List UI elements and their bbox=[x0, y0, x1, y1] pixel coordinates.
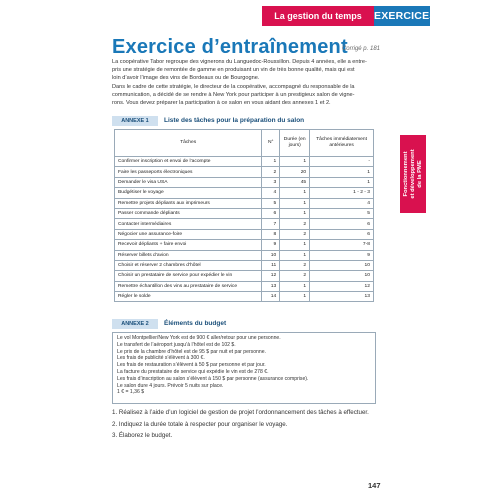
task-cell: Choisir et réserver 2 chambres d’hôtel bbox=[115, 260, 262, 270]
predecessor-cell: 1 bbox=[310, 177, 374, 187]
task-cell: Confirmer inscription et envoi de l’acompte bbox=[115, 157, 262, 167]
duration-cell: 20 bbox=[280, 167, 310, 177]
predecessor-cell: 6 bbox=[310, 229, 374, 239]
duration-cell: 2 bbox=[280, 219, 310, 229]
number-cell: 11 bbox=[262, 260, 280, 270]
predecessor-cell: 5 bbox=[310, 208, 374, 218]
annex2-tag: ANNEXE 2 bbox=[112, 319, 158, 329]
task-cell: Passer commande dépliants bbox=[115, 208, 262, 218]
budget-line: Le transfert de l’aéroport jusqu’à l’hôtel est de 102 $. bbox=[117, 341, 236, 348]
table-row bbox=[115, 208, 374, 218]
predecessor-cell: 1 bbox=[310, 167, 374, 177]
number-cell: 1 bbox=[262, 157, 280, 167]
side-tab-label bbox=[403, 149, 423, 198]
table-row bbox=[115, 292, 374, 302]
duration-cell: 1 bbox=[280, 281, 310, 291]
predecessor-cell: - bbox=[310, 157, 374, 167]
side-tab-line: Fonctionnement bbox=[402, 151, 409, 197]
page-number: 147 bbox=[368, 481, 381, 490]
column-header: Tâches bbox=[115, 130, 262, 157]
task-cell: Budgétiser le voyage bbox=[115, 188, 262, 198]
number-cell: 14 bbox=[262, 292, 280, 302]
intro-line: Dans le cadre de cette stratégie, le directeur de la coopérative, accompagné du responsable de la bbox=[112, 83, 355, 90]
number-cell: 7 bbox=[262, 219, 280, 229]
predecessor-cell: 6 bbox=[310, 219, 374, 229]
table-row bbox=[115, 198, 374, 208]
table-row bbox=[115, 281, 374, 291]
table-row bbox=[115, 260, 374, 270]
number-cell: 5 bbox=[262, 198, 280, 208]
task-cell: Choisir un prestataire de service pour expédier le vin bbox=[115, 271, 262, 281]
duration-cell: 1 bbox=[280, 292, 310, 302]
section-label: La gestion du temps bbox=[262, 6, 374, 26]
chapter-side-tab bbox=[400, 135, 426, 213]
duration-cell: 45 bbox=[280, 177, 310, 187]
predecessor-cell: 10 bbox=[310, 260, 374, 270]
intro-line: La coopérative Tabor regroupe des vignerons du Languedoc-Roussillon. Depuis 4 années, elle a entre- bbox=[112, 59, 367, 65]
column-header: Durée (en jours) bbox=[280, 130, 310, 157]
predecessor-cell: 9 bbox=[310, 250, 374, 260]
duration-cell: 1 bbox=[280, 157, 310, 167]
task-cell: Régler le solde bbox=[115, 292, 262, 302]
predecessor-cell: 12 bbox=[310, 281, 374, 291]
number-cell: 8 bbox=[262, 229, 280, 239]
table-header-row bbox=[115, 130, 374, 157]
annex1-tag: ANNEXE 1 bbox=[112, 116, 158, 126]
column-header: N° bbox=[262, 130, 280, 157]
budget-line: Les frais d’inscription au salon s’élèvent à 150 $ par personne (assurance comprise). bbox=[117, 375, 309, 382]
table-row bbox=[115, 219, 374, 229]
number-cell: 3 bbox=[262, 177, 280, 187]
number-cell: 4 bbox=[262, 188, 280, 198]
tasks-table bbox=[114, 129, 374, 302]
predecessor-cell: 10 bbox=[310, 271, 374, 281]
table-row bbox=[115, 229, 374, 239]
exercices-badge: EXERCICES bbox=[374, 6, 430, 26]
number-cell: 12 bbox=[262, 271, 280, 281]
question-item: 1. Réalisez à l’aide d’un logiciel de gestion de projet l’ordonnancement des tâches à effectuer. bbox=[112, 409, 369, 416]
side-tab-line: et développement bbox=[409, 149, 416, 199]
number-cell: 10 bbox=[262, 250, 280, 260]
budget-line: Les frais de publicité s’élèvent à 300 €. bbox=[117, 355, 205, 362]
number-cell: 6 bbox=[262, 208, 280, 218]
duration-cell: 1 bbox=[280, 250, 310, 260]
intro-line: rons. Vous devez préparer la participation à ce salon en vous aidant des annexes 1 et 2. bbox=[112, 100, 331, 107]
intro-line: communication, a décidé de se rendre à New York pour participer à un prestigieux salon de vigne- bbox=[112, 91, 355, 98]
annex2-title: Éléments du budget bbox=[164, 320, 227, 327]
predecessor-cell: 4 bbox=[310, 198, 374, 208]
predecessor-cell: 13 bbox=[310, 292, 374, 302]
side-tab-line: de la PME bbox=[416, 160, 423, 188]
duration-cell: 1 bbox=[280, 188, 310, 198]
table-row bbox=[115, 271, 374, 281]
column-header: Tâches immédiatement antérieures bbox=[310, 130, 374, 157]
task-cell: Faire les passeports électroniques bbox=[115, 167, 262, 177]
duration-cell: 1 bbox=[280, 208, 310, 218]
task-cell: Remettre projets dépliants aux imprimeurs bbox=[115, 198, 262, 208]
table-row bbox=[115, 177, 374, 187]
duration-cell: 1 bbox=[280, 198, 310, 208]
task-cell: Négocier une assurance-foire bbox=[115, 229, 262, 239]
predecessor-cell: 1 - 2 - 3 bbox=[310, 188, 374, 198]
budget-line: Le vol Montpellier/New York est de 900 € aller/retour pour une personne. bbox=[117, 335, 281, 341]
task-cell: Demander le visa USA bbox=[115, 177, 262, 187]
budget-line: Le prix de la chambre d’hôtel est de 95 $ par nuit et par personne. bbox=[117, 348, 266, 355]
task-cell: Recevoir dépliants + faire envoi bbox=[115, 240, 262, 250]
question-item: 2. Indiquez la durée totale à respecter pour organiser le voyage. bbox=[112, 420, 288, 428]
number-cell: 13 bbox=[262, 281, 280, 291]
table-row bbox=[115, 167, 374, 177]
table-row bbox=[115, 240, 374, 250]
number-cell: 9 bbox=[262, 240, 280, 250]
question-item: 3. Élaborez le budget. bbox=[112, 432, 173, 439]
task-cell: Réserver billets d’avion bbox=[115, 250, 262, 260]
predecessor-cell: 7-8 bbox=[310, 240, 374, 250]
duration-cell: 2 bbox=[280, 260, 310, 270]
table-row bbox=[115, 157, 374, 167]
page-title: Exercice d’entraînement bbox=[112, 36, 348, 58]
intro-line: loin d’avoir l’image des vins de Bordeaux ou de Bourgogne. bbox=[112, 75, 260, 82]
intro-paragraph bbox=[112, 58, 384, 107]
annex1-title: Liste des tâches pour la préparation du salon bbox=[164, 117, 305, 124]
corrige-reference: Corrigé p. 181 bbox=[341, 46, 380, 52]
duration-cell: 2 bbox=[280, 229, 310, 239]
questions-list bbox=[112, 409, 382, 444]
budget-box bbox=[112, 332, 376, 404]
duration-cell: 2 bbox=[280, 271, 310, 281]
table-row bbox=[115, 250, 374, 260]
budget-line: Les frais de restauration s’élèvent à 50 $ par personne et par jour. bbox=[117, 362, 266, 369]
budget-line: 1 € = 1,36 $ bbox=[117, 389, 145, 396]
table-row bbox=[115, 188, 374, 198]
budget-line: Le salon dure 4 jours. Prévoir 5 nuits sur place. bbox=[117, 382, 224, 389]
header-bar bbox=[0, 0, 500, 28]
number-cell: 2 bbox=[262, 167, 280, 177]
task-cell: Contacter intermédiaires bbox=[115, 219, 262, 229]
budget-line: La facture du prestataire de service qui expédie le vin est de 278 €. bbox=[117, 368, 269, 375]
task-cell: Remettre échantillon des vins au prestataire de service bbox=[115, 281, 262, 291]
intro-line: pris une stratégie de remontée de gamme en produisant un vin de très bonne qualité, mais qui est bbox=[112, 67, 355, 74]
duration-cell: 1 bbox=[280, 240, 310, 250]
